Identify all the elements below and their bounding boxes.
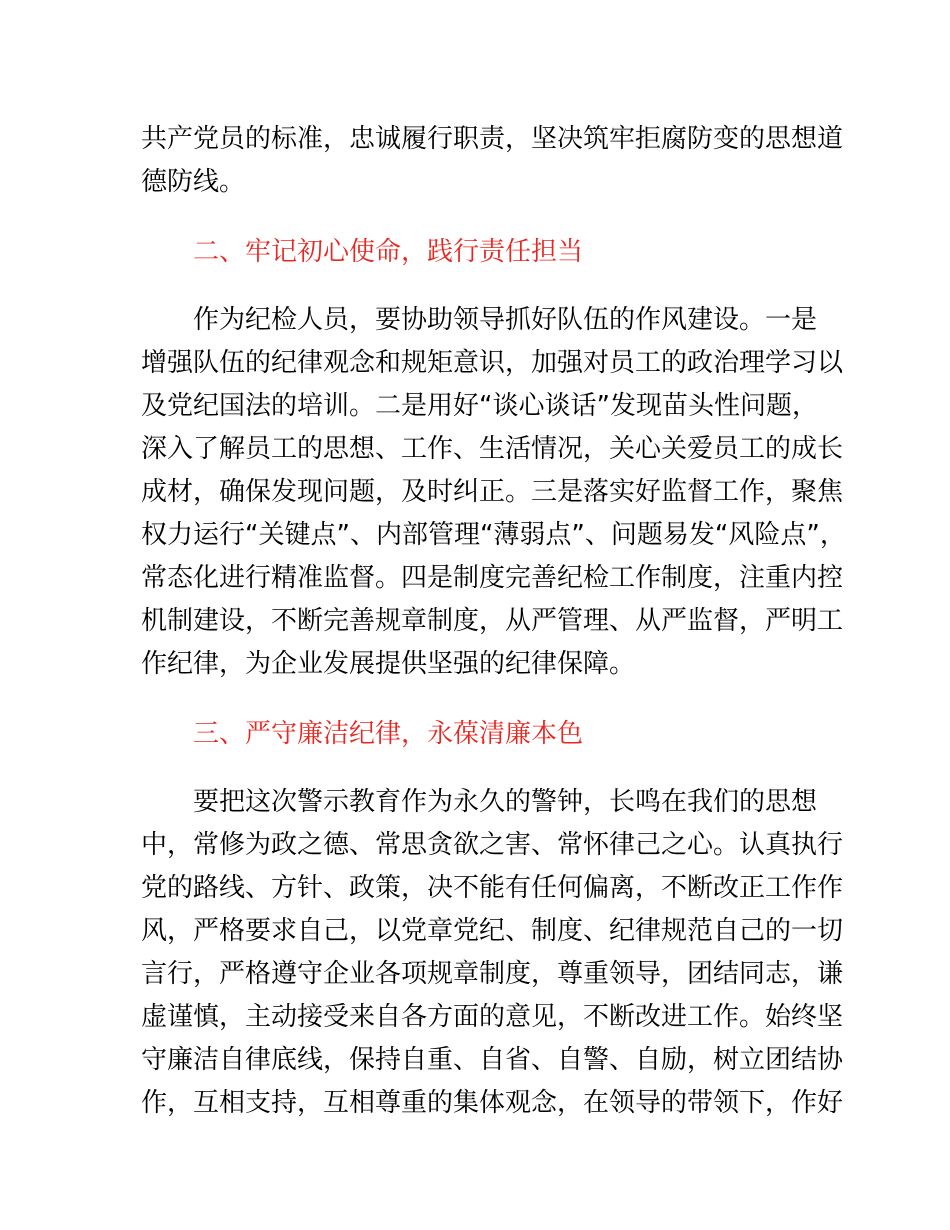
text-line: 增强队伍的纪律观念和规矩意识，加强对员工的政治理学习以 (141, 348, 844, 378)
text-line: 风，严格要求自己，以党章党纪、制度、纪律规范自己的一切 (141, 916, 844, 946)
text-line: 权力运行“关键点”、内部管理“薄弱点”、问题易发“风险点”， (141, 520, 846, 550)
section-heading-3: 三、严守廉洁纪律，永葆清廉本色 (193, 719, 584, 749)
paragraph-1 (141, 118, 844, 204)
text-line: 虚谨慎，主动接受来自各方面的意见，不断改进工作。始终坚 (141, 1002, 844, 1032)
paragraph-3 (141, 781, 844, 1125)
text-line: 共产党员的标准，忠诚履行职责，坚决筑牢拒腐防变的思想道 (141, 124, 844, 154)
text-line: 作为纪检人员，要协助领导抓好队伍的作风建设。一是 (193, 305, 818, 335)
text-line: 及党纪国法的培训。二是用好“谈心谈话”发现苗头性问题， (141, 391, 818, 421)
text-line: 要把这次警示教育作为永久的警钟，长鸣在我们的思想 (193, 787, 818, 817)
text-line: 机制建设，不断完善规章制度，从严管理、从严监督，严明工 (141, 606, 844, 636)
text-line: 德防线。 (141, 167, 246, 197)
text-line: 深入了解员工的思想、工作、生活情况，关心关爱员工的成长 (141, 434, 844, 464)
paragraph-2 (141, 299, 846, 686)
text-line: 作纪律，为企业发展提供坚强的纪律保障。 (141, 649, 636, 679)
text-line: 作，互相支持，互相尊重的集体观念，在领导的带领下，作好 (141, 1088, 844, 1118)
document-body (141, 118, 846, 1125)
text-line: 党的路线、方针、政策，决不能有任何偏离，不断改正工作作 (141, 873, 844, 903)
text-line: 言行，严格遵守企业各项规章制度，尊重领导，团结同志，谦 (141, 959, 844, 989)
text-line: 中，常修为政之德、常思贪欲之害、常怀律己之心。认真执行 (141, 830, 844, 860)
text-line: 守廉洁自律底线，保持自重、自省、自警、自励，树立团结协 (141, 1045, 844, 1075)
section-heading-2: 二、牢记初心使命，践行责任担当 (193, 237, 584, 267)
text-line: 常态化进行精准监督。四是制度完善纪检工作制度，注重内控 (141, 563, 844, 593)
text-line: 成材，确保发现问题，及时纠正。三是落实好监督工作，聚焦 (141, 477, 844, 507)
